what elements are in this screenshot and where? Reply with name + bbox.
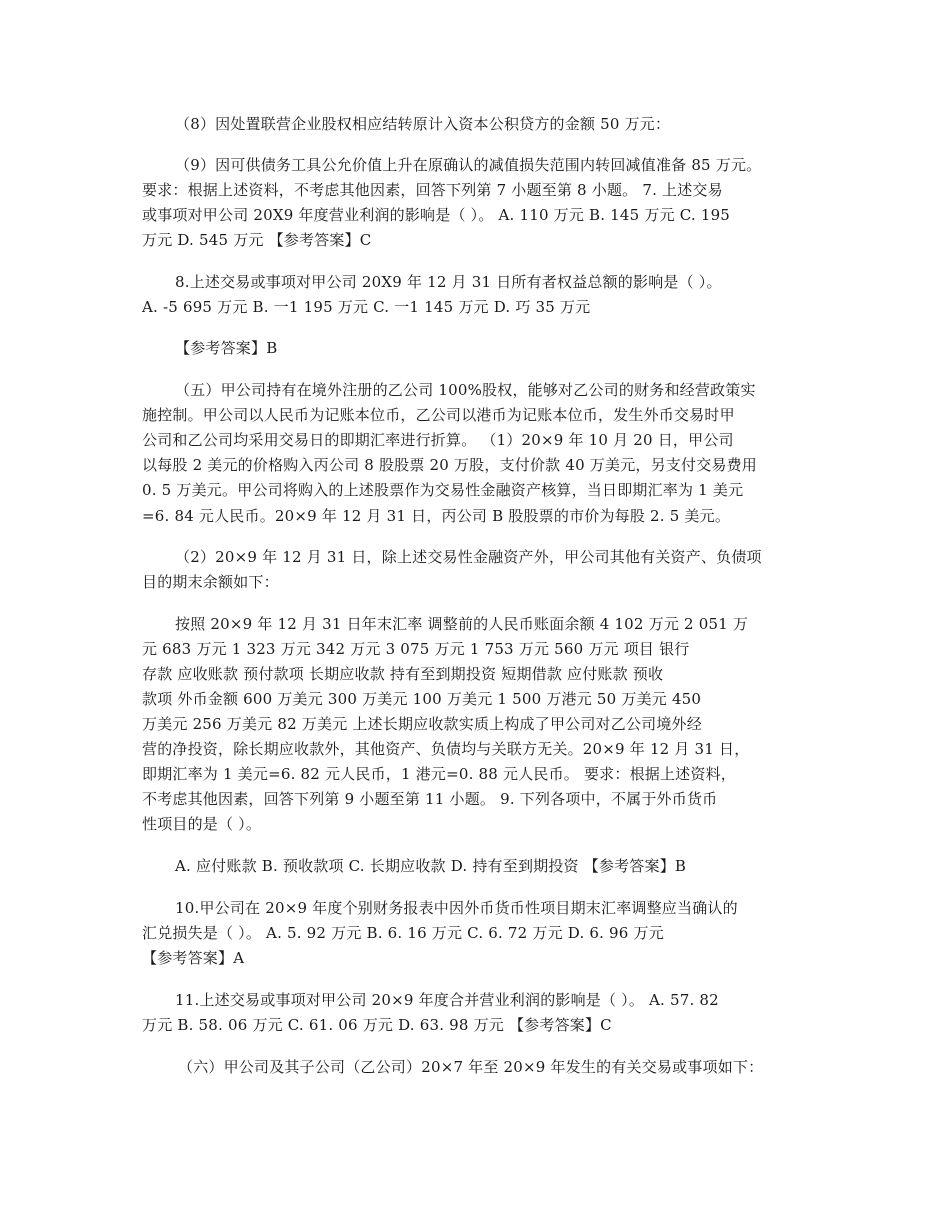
text-line: 元 683 万元 1 323 万元 342 万元 3 075 万元 1 753 万元 560 万元 项目 银行	[142, 640, 690, 658]
text-line: 或事项对甲公司 20X9 年度营业利润的影响是（ ）。 A. 110 万元 B. 145 万元 C. 195	[142, 206, 731, 224]
text-line: 要求：根据上述资料，不考虑其他因素，回答下列第 7 小题至第 8 小题。 7. 上述交易	[142, 181, 723, 199]
text-line: 以每股 2 美元的价格购入丙公司 8 股股票 20 万股，支付价款 40 万美元，另支付交易费用	[142, 456, 758, 474]
text-line: （六）甲公司及其子公司（乙公司）20×7 年至 20×9 年发生的有关交易或事项如下：	[178, 1058, 764, 1076]
text-line: （五）甲公司持有在境外注册的乙公司 100%股权，能够对乙公司的财务和经营政策实	[175, 381, 756, 399]
text-line: 万美元 256 万美元 82 万美元 上述长期应收款实质上构成了甲公司对乙公司境外经	[142, 715, 702, 733]
text-line: 万元 B. 58. 06 万元 C. 61. 06 万元 D. 63. 98 万元 【参考答案】C	[142, 1016, 612, 1034]
text-line: 按照 20×9 年 12 月 31 日年末汇率 调整前的人民币账面余额 4 102 万元 2 051 万	[175, 615, 749, 633]
text-line: 【参考答案】A	[142, 949, 245, 967]
text-line: 万元 D. 545 万元 【参考答案】C	[142, 231, 372, 249]
text-line: 0. 5 万美元。甲公司将购入的上述股票作为交易性金融资产核算，当日即期汇率为 1 美元	[142, 481, 744, 499]
text-line: 施控制。甲公司以人民币为记账本位币，乙公司以港币为记账本位币，发生外币交易时甲	[142, 406, 735, 424]
text-line: 目的期末余额如下：	[142, 573, 279, 591]
text-line: =6. 84 元人民币。20×9 年 12 月 31 日，丙公司 B 股股票的市价为每股 2. 5 美元。	[142, 507, 731, 525]
text-line: 11.上述交易或事项对甲公司 20×9 年度合并营业利润的影响是（ ）。 A. 57. 82	[175, 991, 719, 1009]
text-line: （8）因处置联营企业股权相应结转原计入资本公积贷方的金额 50 万元：	[175, 115, 671, 133]
text-line: 不考虑其他因素，回答下列第 9 小题至第 11 小题。 9. 下列各项中，不属于外币货币	[142, 790, 718, 808]
text-line: A. 应付账款 B. 预收款项 C. 长期应收款 D. 持有至到期投资 【参考答案】B	[175, 857, 687, 875]
text-line: 汇兑损失是（ ）。 A. 5. 92 万元 B. 6. 16 万元 C. 6. 72 万元 D. 6. 96 万元	[142, 924, 664, 942]
text-line: （9）因可供债务工具公允价值上升在原确认的减值损失范围内转回减值准备 85 万元。	[175, 156, 762, 174]
text-line: 【参考答案】B	[175, 339, 278, 357]
text-line: 公司和乙公司均采用交易日的即期汇率进行折算。 （1）20×9 年 10 月 20 日，甲公司	[142, 431, 734, 449]
text-line: 即期汇率为 1 美元=6. 82 元人民币，1 港元=0. 88 元人民币。 要求：根据上述资料，	[142, 765, 736, 783]
text-line: A. -5 695 万元 B. 一1 195 万元 C. 一1 145 万元 D. 巧 35 万元	[142, 298, 591, 316]
text-line: 8.上述交易或事项对甲公司 20X9 年 12 月 31 日所有者权益总额的影响是（ ）。	[175, 273, 722, 291]
text-line: （2）20×9 年 12 月 31 日，除上述交易性金融资产外，甲公司其他有关资产、负债项	[175, 548, 762, 566]
text-line: 存款 应收账款 预付款项 长期应收款 持有至到期投资 短期借款 应付账款 预收	[142, 665, 664, 683]
text-line: 款项 外币金额 600 万美元 300 万美元 100 万美元 1 500 万港元 50 万美元 450	[142, 690, 702, 708]
text-line: 性项目的是（ ）。	[142, 815, 262, 833]
text-line: 10.甲公司在 20×9 年度个别财务报表中因外币货币性项目期末汇率调整应当确认的	[175, 899, 738, 917]
text-line: 营的净投资，除长期应收款外，其他资产、负债均与关联方无关。20×9 年 12 月 31 日，	[142, 740, 750, 758]
